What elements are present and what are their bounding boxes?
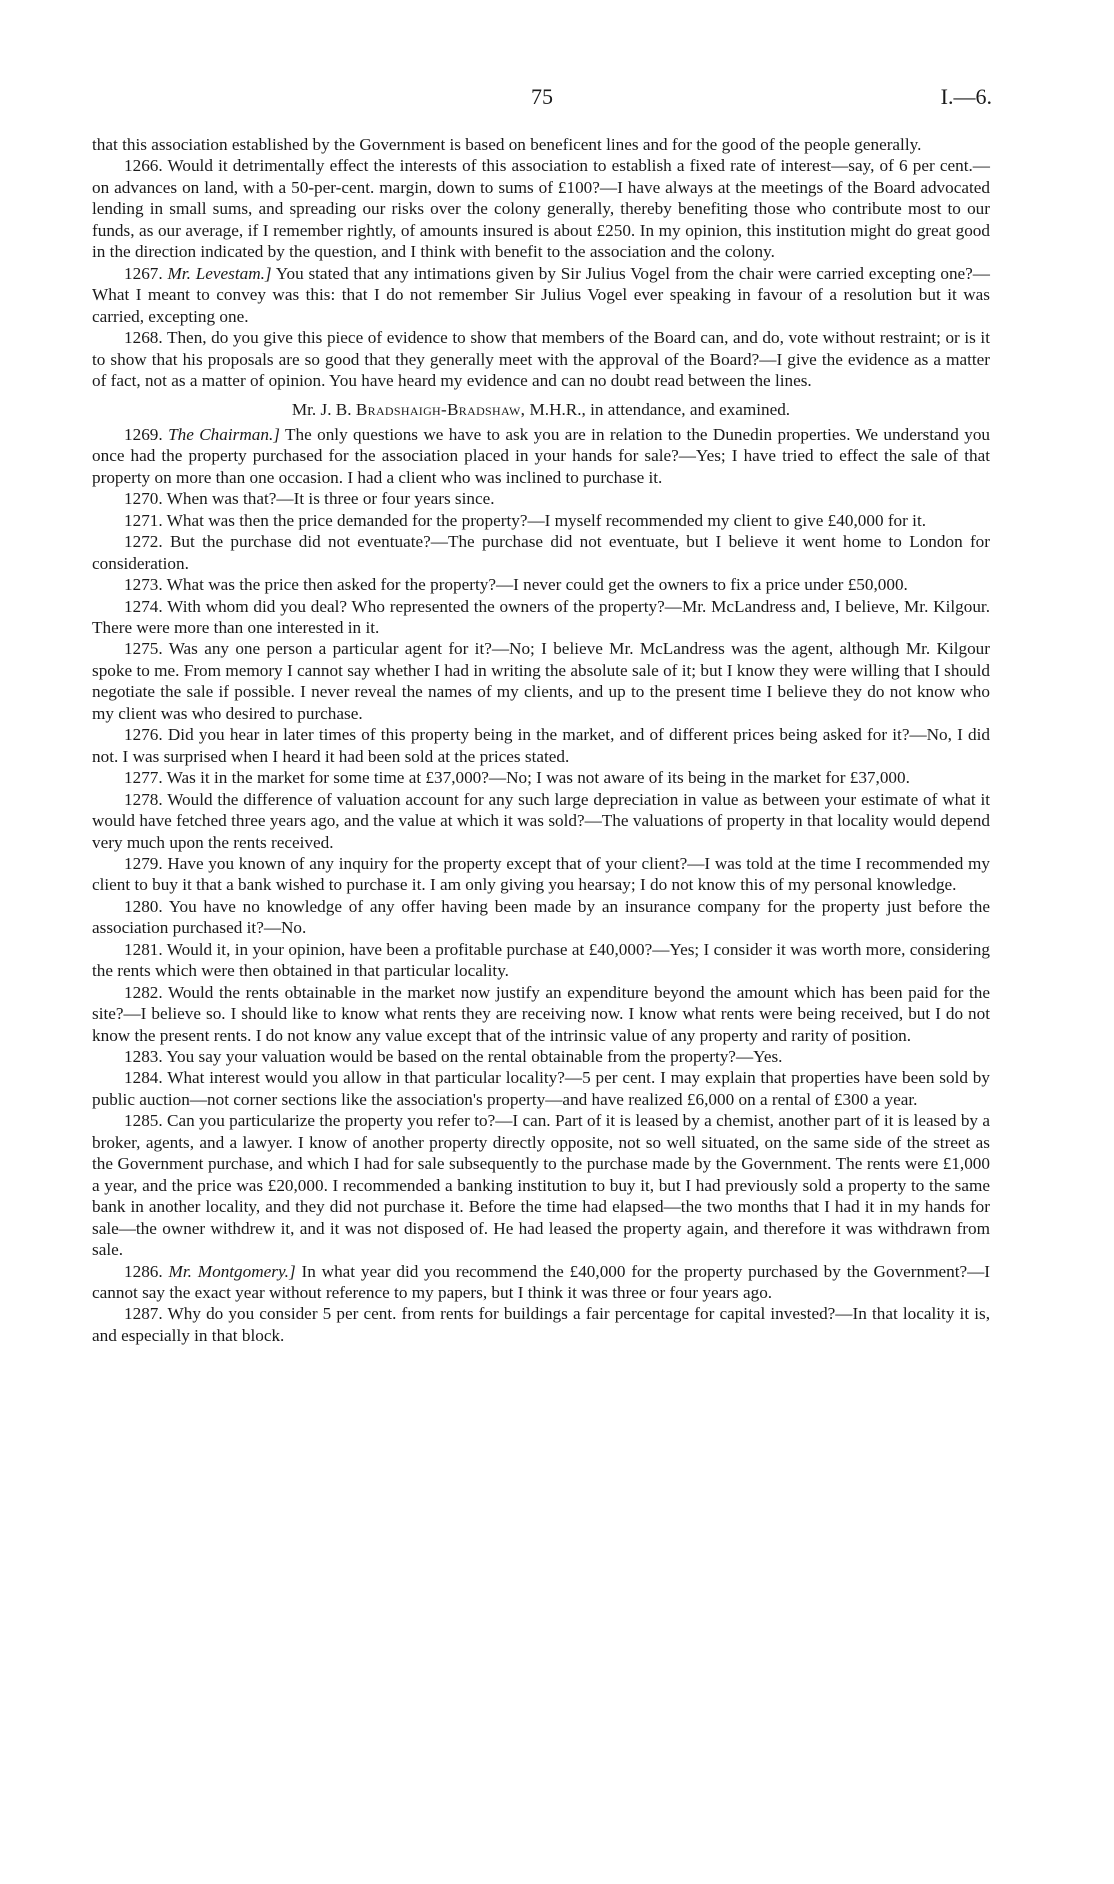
evidence-text bbox=[92, 134, 990, 1346]
question-1286: 1286. Mr. Montgomery.] In what year did you recommend the £40,000 for the property purchased by the Government?—I cannot say the exact year without reference to my papers, but I think it was three or four years ago. bbox=[92, 1261, 991, 1303]
question-1269: 1269. The Chairman.] The only questions we have to ask you are in relation to the Dunedin properties. We understand you once had the property purchased for the association placed in your hands for sale?—Yes; I have tried to effect the sale of that property on more than one occasion. I had a client who was inclined to purchase it. bbox=[92, 424, 991, 487]
question-1283: 1283. You say your valuation would be based on the rental obtainable from the property?—Yes. bbox=[124, 1047, 783, 1067]
question-1271: 1271. What was then the price demanded for the property?—I myself recommended my client to give £40,000 for it. bbox=[124, 510, 927, 530]
question-1270: 1270. When was that?—It is three or four years since. bbox=[124, 489, 495, 509]
question-1268: 1268. Then, do you give this piece of evidence to show that members of the Board can, and do, vote without restraint; or is it to show that his proposals are so good that they generally meet with the approval of the Board?—I give the evidence as a matter of fact, not as a matter of opinion. You have heard my evidence and can no doubt read between the lines. bbox=[92, 328, 990, 390]
paragraph-continuation: that this association established by the Government is based on beneficent lines and for the good of the people generally. bbox=[92, 135, 922, 154]
question-1274: 1274. With whom did you deal? Who represented the owners of the property?—Mr. McLandress and, I believe, Mr. Kilgour. There were more than one interested in it. bbox=[92, 596, 990, 637]
question-1281: 1281. Would it, in your opinion, have been a profitable purchase at £40,000?—Yes; I consider it was worth more, considering the rents which were then obtained in that particular locality. bbox=[92, 939, 990, 981]
question-1273: 1273. What was the price then asked for the property?—I never could get the owners to fix a price under £50,000. bbox=[124, 575, 908, 595]
question-1280: 1280. You have no knowledge of any offer having been made by an insurance company for the property just before the association purchased it?—No. bbox=[92, 896, 990, 938]
question-1284: 1284. What interest would you allow in that particular locality?—5 per cent. I may explain that properties have been sold by public auction—not corner sections like the association's property—and have realized £6,000 on a rental of £300 a year. bbox=[92, 1068, 990, 1109]
question-1287: 1287. Why do you consider 5 per cent. from rents for buildings a fair percentage for capital invested?—In that locality it is, and especially in that block. bbox=[92, 1304, 990, 1345]
speaker-label: Mr. Montgomery.] bbox=[168, 1261, 296, 1281]
question-1278: 1278. Would the difference of valuation account for any such large depreciation in value as between your estimate of what it would have fetched three years ago, and the value at which it was sold?—The valuations of property in that locality would depend very much upon the rents received. bbox=[92, 789, 990, 852]
question-1275: 1275. Was any one person a particular agent for it?—No; I believe Mr. McLandress was the agent, although Mr. Kilgour spoke to me. From memory I cannot say whether I had in writing the absolute sale of it; but I know they were willing that I should negotiate the sale if possible. I never reveal the names of my clients, and up to the present time I believe they do not know who my client was who desired to purchase. bbox=[92, 639, 990, 723]
question-1272: 1272. But the purchase did not eventuate?—The purchase did not eventuate, but I believe it went home to London for consideration. bbox=[92, 532, 990, 573]
question-1282: 1282. Would the rents obtainable in the market now justify an expenditure beyond the amount which has been paid for the site?—I believe so. I should like to know what rents they are receiving now. I know what rents were being received, but I do not know the present rents. I do not know any value except that of the intrinsic value of any property and rarity of position. bbox=[92, 982, 990, 1045]
question-1266: 1266. Would it detrimentally effect the interests of this association to establish a fixed rate of interest—say, of 6 per cent.—on advances on land, with a 50-per-cent. margin, down to sums of £100?—I have always at the meetings of the Board advocated lending in small sums, and spreading our risks over the colony generally, thereby benefiting those who contribute most to our funds, as our average, if I remember rightly, of amounts insured is about £250. In my opinion, this institution might do great good in the direction indicated by the question, and I think with benefit to the association and the colony. bbox=[92, 156, 990, 262]
page-header bbox=[92, 84, 992, 114]
page-number: 75 bbox=[531, 84, 553, 109]
document-reference: I.—6. bbox=[940, 84, 992, 109]
speaker-label: Mr. Levestam.] bbox=[167, 263, 272, 283]
question-1267: 1267. Mr. Levestam.] You stated that any intimations given by Sir Julius Vogel from the chair were carried excepting one?—What I meant to convey was this: that I do not remember Sir Julius Vogel ever speaking in favour of a resolution but it was carried, excepting one. bbox=[92, 263, 990, 326]
question-1285: 1285. Can you particularize the property you refer to?—I can. Part of it is leased by a chemist, another part of it is leased by a broker, agents, and a lawyer. I know of another property directly opposite, not so well situated, on the same side of the street as the Government purchase, and which I had for sale subsequently to the purchase made by the Government. The rents were £1,000 a year, and the price was £20,000. I recommended a banking institution to buy it, but I had previously sold a property to the same bank in another locality, and they did not purchase it. Before the time had elapsed—the two months that I had it in my hands for sale—the owner withdrew it, and it was not disposed of. He had leased the property again, and therefore it was withdrawn from sale. bbox=[92, 1111, 990, 1260]
question-1279: 1279. Have you known of any inquiry for the property except that of your client?—I was told at the time I recommended my client to buy it that a bank wished to purchase it. I am only giving you hearsay; I do not know this of my personal knowledge. bbox=[92, 853, 991, 895]
witness-heading: Mr. J. B. Bradshaigh-Bradshaw, M.H.R., in attendance, and examined. bbox=[291, 400, 791, 420]
witness-name: Bradshaigh-Bradshaw, bbox=[355, 400, 526, 420]
question-1277: 1277. Was it in the market for some time at £37,000?—No; I was not aware of its being in the market for £37,000. bbox=[124, 768, 910, 788]
speaker-label: The Chairman.] bbox=[168, 424, 280, 444]
question-1276: 1276. Did you hear in later times of this property being in the market, and of different prices being asked for it?—No, I did not. I was surprised when I heard it had been sold at the prices stated. bbox=[92, 725, 991, 766]
